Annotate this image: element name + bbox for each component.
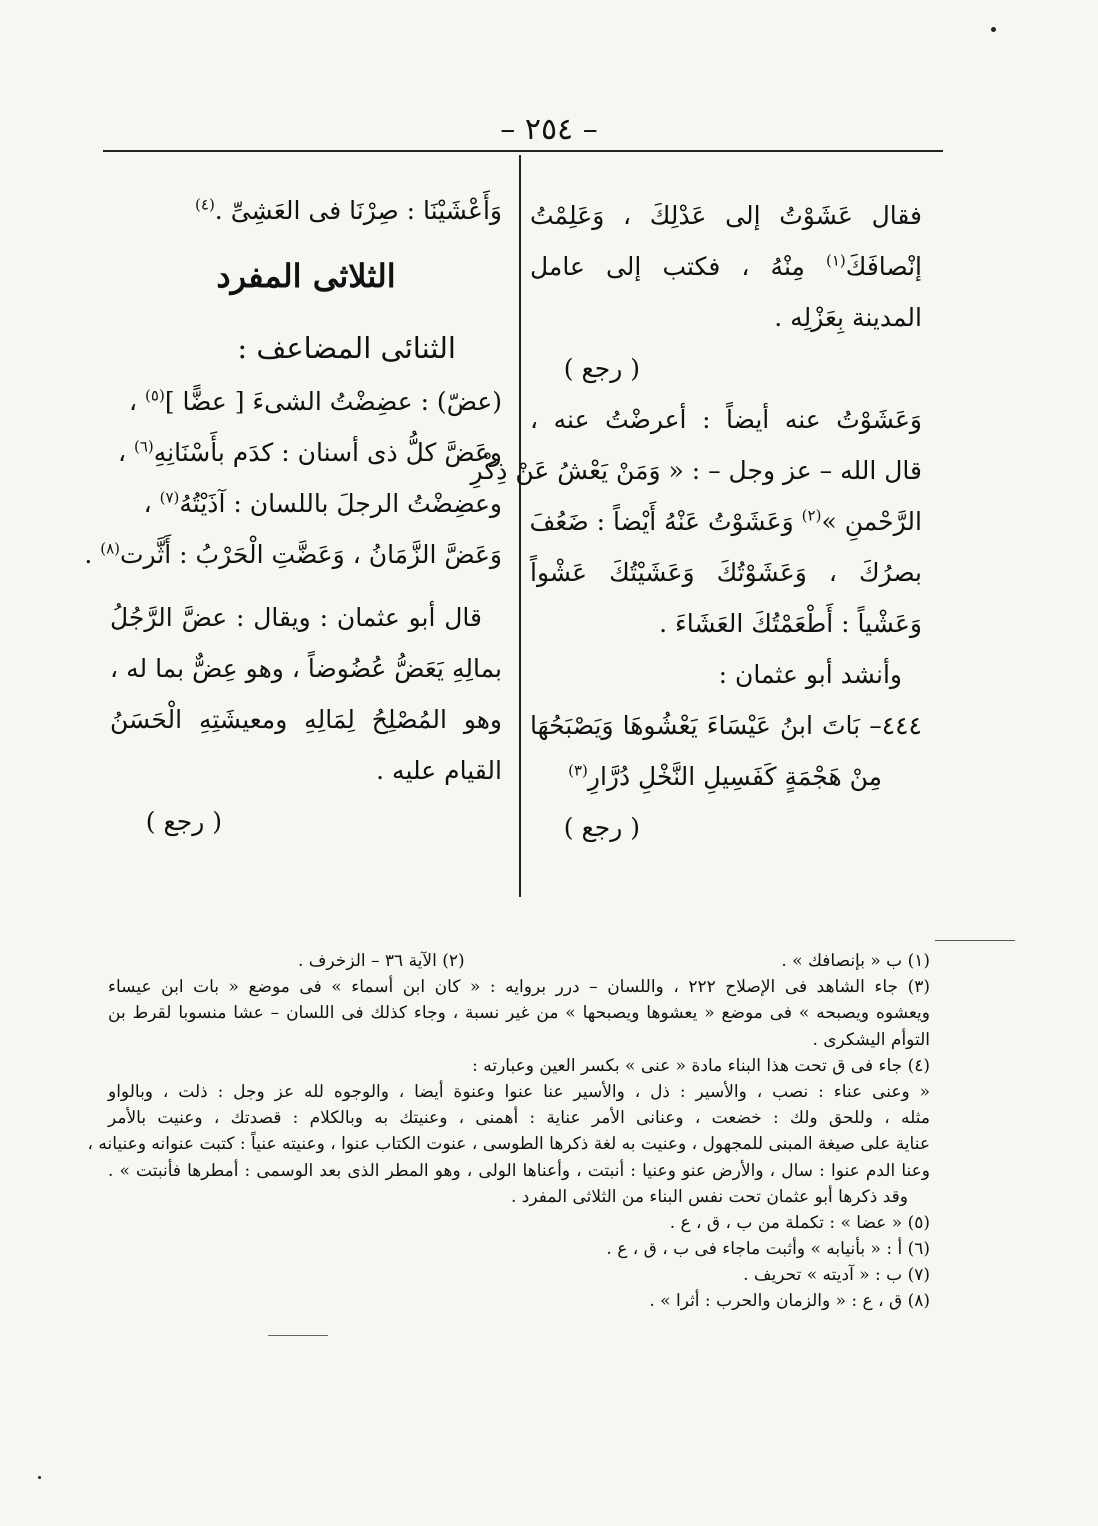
text-line: وَعَشْياً : أَطْعَمْتُكَ العَشَاءَ .: [659, 609, 922, 638]
footnote-rule: [935, 940, 1015, 941]
footnote-8: (٨) ق ، ع : « والزمان والحرب : أثرا » .: [649, 1291, 930, 1312]
subsection-heading: الثنائى المضاعف :: [237, 331, 456, 365]
right-column: [470, 190, 922, 853]
footnote-4: وعنا الدم عنوا : سال ، والأرض عنو وعنيا : أنبتت ، وأعناها الولى ، وهو المطر الذى بعد الوسمى : أمطرها فأنبتت » .: [108, 1160, 930, 1181]
text-line: قال أبو عثمان : ويقال : عضَّ الرَّجُلُ: [110, 603, 482, 632]
footnote-ref: (٣): [568, 761, 588, 780]
footnote-4: « وعنى عناء : نصب ، والأسير : ذل ، والأسير عنا عنوا وعنوة أيضا ، والوجوه لله عز وجل : ذلت ، وبالواو: [108, 1081, 930, 1102]
footnote-4: مثله ، وللحق ولك : خضعت ، وعنانى الأمر عناية : أهمنى ، وعنيتك به وبالكلام : قصدتك ، وعنيت بالأمر: [108, 1108, 930, 1129]
footnote-4: وقد ذكرها أبو عثمان تحت نفس البناء من الثلاثى المفرد .: [510, 1186, 908, 1207]
text-line: وعضِضْتُ الرجلَ باللسان : آذَيْتُهُ$^{(٧)}$ ،: [143, 488, 502, 518]
footnote-ref: (٨): [100, 539, 120, 558]
ruju-marker: ( رجع ): [145, 807, 222, 836]
footnote-ref: (٦): [134, 437, 154, 456]
footnote-5: (٥) « عضا » : تكملة من ب ، ق ، ع .: [669, 1212, 930, 1233]
footnotes: [87, 948, 930, 1315]
ruju-marker: ( رجع ): [563, 354, 640, 383]
page-number: – ٢٥٤ –: [500, 112, 598, 147]
footnote-2: (٢) الآية ٣٦ – الزخرف .: [298, 951, 465, 971]
text-line: فقال عَشَوْتُ إلى عَدْلِكَ ، وَعَلِمْتُ: [530, 201, 922, 230]
text-line: وَأَعْشَيْنَا : صِرْنَا فى العَشِىِّ .$^{(٤)}$: [195, 195, 502, 225]
verse-line: مِنْ هَجْمَةٍ كَفَسِيلِ النَّخْلِ دُرَّارِ$^{(٣)}$: [568, 761, 882, 791]
footnote-ref: (١): [825, 251, 846, 270]
text-line: وَعَشَوْتُ عنه أيضاً : أعرضْتُ عنه ،: [530, 405, 922, 434]
header-rule: [103, 150, 943, 152]
footnote-ref: (٤): [195, 195, 215, 214]
footnote-3: (٣) جاء الشاهد فى الإصلاح ٢٢٢ ، واللسان – درر بروايه : « كان ابن أسماء » فى موضع « بات ابن عيساء: [108, 977, 930, 998]
stray-mark: [268, 1335, 328, 1336]
footnote-4: عناية على صيغة المبنى للمجهول ، وعنيت به لغة ذكرها الطوسى ، عنوت الكتاب عنوا ، وعنيته عنياً : كتبت عنوانه وعنيانه ،: [87, 1134, 930, 1155]
footnote-3: التوأم اليشكرى .: [812, 1029, 930, 1050]
footnote-ref: (٧): [159, 488, 180, 507]
ruju-marker: ( رجع ): [563, 813, 640, 842]
verse-line: ٤٤٤– بَاتَ ابنُ عَيْسَاءَ يَعْشُوهَا وَيَصْبَحُهَا: [530, 711, 922, 740]
column-divider: [519, 155, 521, 897]
text-line: وهو المُصْلِحُ لِمَالِهِ ومعيشَتِهِ الْحَسَنُ: [110, 705, 502, 734]
text-line: (عضّ) : عضِضْتُ الشىءَ [ عضًّا ]$^{(٥)}$ ،: [129, 386, 502, 416]
ink-speck: [38, 1476, 41, 1479]
footnote-1: (١) ب « بإنصافك » .: [781, 951, 930, 971]
text-line: بمالِهِ يَعَضُّ عُضُوضاً ، وهو عِضٌّ بما له ،: [110, 654, 502, 683]
text-line: وَعَضَّ الزَّمَانُ ، وَعَضَّتِ الْحَرْبُ : أَثَّرت$^{(٨)}$ .: [84, 539, 502, 569]
text-line: المدينة بِعَزْلِه .: [774, 303, 922, 332]
footnote-6: (٦) أ : « بأنيابه » وأثبت ماجاء فى ب ، ق ، ع .: [606, 1239, 930, 1260]
footnote-ref: (٢): [801, 506, 822, 525]
text-line: إنْصافَكَ$^{(١)}$ مِنْهُ ، فكتب إلى عامل: [530, 251, 922, 281]
footnote-line: [108, 948, 930, 974]
text-line: قال الله – عز وجل – : « وَمَنْ يَعْشُ عَنْ ذِكْرِ: [470, 456, 922, 485]
footnote-4: (٤) جاء فى ق تحت هذا البناء مادة « عنى » بكسر العين وعبارته :: [472, 1055, 930, 1076]
footnote-ref: (٥): [145, 386, 165, 405]
footnote-7: (٧) ب : « آديته » تحريف .: [743, 1265, 930, 1286]
text-line: بصرُكَ ، وَعَشَوْتُكَ وَعَشَيْتُكَ عَشْواً: [530, 558, 922, 587]
text-line: وعَضَّ كلُّ ذى أسنان : كدَم بأَسْنَانِهِ$^{(٦)}$ ،: [117, 437, 502, 467]
text-line: وأنشد أبو عثمان :: [718, 660, 902, 689]
text-line: القيام عليه .: [376, 756, 502, 785]
text-line: الرَّحْمنِ »$^{(٢)}$ وَعَشَوْتُ عَنْهُ أَيْضاً : ضَعُفَ: [529, 506, 922, 536]
left-column: [84, 185, 502, 847]
ink-speck: [991, 27, 996, 32]
footnote-3: ويعشوه ويصبحه » فى موضع « يعشوها ويصبحها » من غير نسبة ، وجاء كذلك فى اللسان – عشا منسوبا لقرط بن: [108, 1003, 930, 1024]
section-heading: الثلاثى المفرد: [216, 257, 396, 295]
